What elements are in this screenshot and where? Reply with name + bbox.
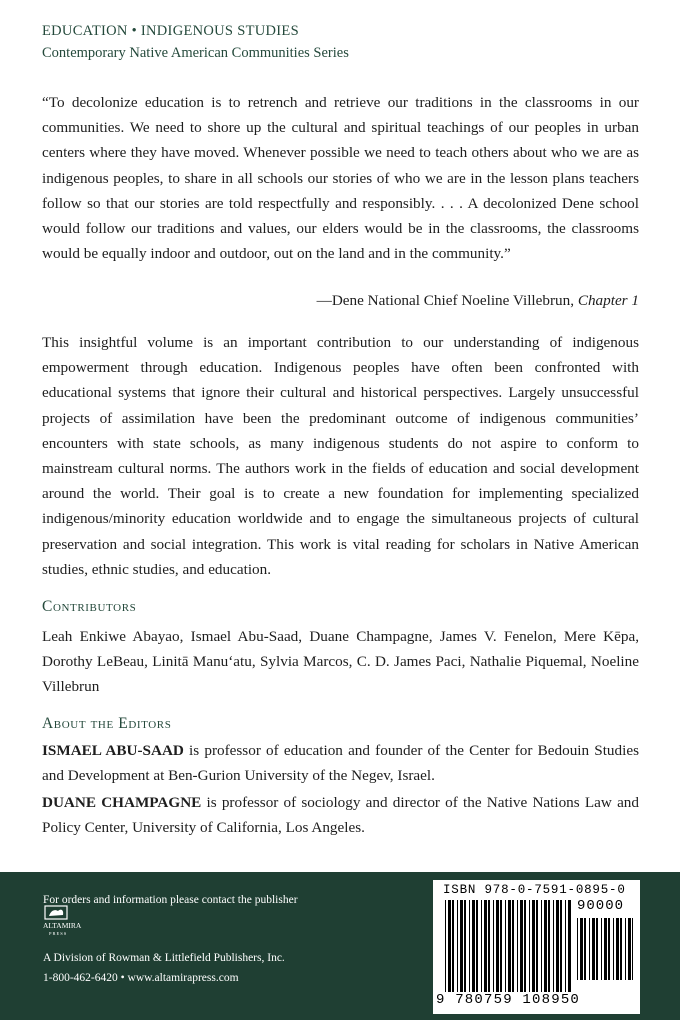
barcode-bar (548, 900, 550, 992)
barcode-bar (469, 900, 470, 992)
barcode-bar (448, 900, 451, 992)
editor-name-2: DUANE CHAMPAGNE (42, 794, 202, 811)
logo-sub: PRESS (49, 931, 68, 936)
barcode-bar (464, 900, 466, 992)
attribution-name: —Dene National Chief Noeline Villebrun, (316, 292, 575, 309)
isbn-number: ISBN 978-0-7591-0895-0 (443, 883, 626, 897)
barcode-bar (616, 918, 619, 980)
barcode-bar (553, 900, 554, 992)
barcode-bar (541, 900, 542, 992)
editor-bio-text-2: is professor of sociology and director of the Native Nations Law and Policy Center, University of California, Los Angeles. (42, 794, 639, 837)
orders-text: For orders and information please contact the publisher (43, 894, 298, 906)
barcode-bar (565, 900, 566, 992)
barcode-bar (608, 918, 610, 980)
publisher-logo-icon (43, 904, 87, 946)
barcode-bar (472, 900, 475, 992)
barcode-bar (628, 918, 631, 980)
barcode-bar (496, 900, 499, 992)
quote-attribution (317, 290, 639, 312)
barcode-bar (524, 900, 526, 992)
barcode-bar (560, 900, 562, 992)
barcode-bar (568, 900, 571, 992)
barcode-bar (592, 918, 595, 980)
barcode-bar (580, 918, 583, 980)
barcode-bar (532, 900, 535, 992)
editors-heading: About the Editors (42, 715, 172, 732)
price-code: 90000 (577, 898, 625, 914)
contributors-list: Leah Enkiwe Abayao, Ismael Abu-Saad, Duane Champagne, James V. Fenelon, Mere Kēpa, Dorothy LeBeau, Linitā Manu‘atu, Sylvia Marcos, C. D. James Paci, Nathalie Piquemal, Noeline Villebrun (42, 628, 639, 696)
barcode-bar (488, 900, 490, 992)
barcode-bar (604, 918, 607, 980)
barcode-bar (625, 918, 626, 980)
division-text: A Division of Rowman & Littlefield Publishers, Inc. (43, 952, 285, 964)
barcode-bar (632, 918, 633, 980)
publisher-logo (43, 904, 87, 946)
barcode-bar (484, 900, 487, 992)
barcode-bar (452, 900, 454, 992)
barcode-bar (520, 900, 523, 992)
editor-bio-2 (42, 790, 639, 840)
barcode-bar (536, 900, 538, 992)
barcode-bar (589, 918, 590, 980)
barcode-bar (505, 900, 506, 992)
barcode-bar (577, 918, 578, 980)
attribution-chapter: Chapter 1 (577, 292, 639, 309)
isbn-barcode (433, 880, 640, 1014)
barcode-bar (601, 918, 602, 980)
barcode-bar (493, 900, 494, 992)
logo-name: ALTAMIRA (43, 921, 82, 930)
barcode-bar (500, 900, 502, 992)
publisher-footer (0, 872, 680, 1020)
barcode-bar (613, 918, 614, 980)
contact-text[interactable]: 1-800-462-6420 • www.altamirapress.com (43, 972, 239, 984)
barcode-bar (620, 918, 622, 980)
barcode-bar (457, 900, 458, 992)
barcode-bar (481, 900, 482, 992)
epigraph-quote: “To decolonize education is to retrench and retrieve our traditions in the classrooms in our communities. We need to shore up the cultural and spiritual teachings of our peoples in urban centers where they have moved. Whenever possible we need to teach others about who we are as indigenous peoples, to share in all schools our stories of who we are in the lesson plans teachers follow so that our stories are told respectfully and responsibly. . . . A decolonized Dene school would follow our traditions and values, our elders would be in the classrooms, the classrooms would be equally indoor and outdoor, out on the land and in the community.” (42, 94, 639, 263)
editor-name-1: ISMAEL ABU-SAAD (42, 742, 184, 759)
editor-bio-1 (42, 738, 639, 788)
contributors-heading: Contributors (42, 598, 137, 615)
series-title: Contemporary Native American Communities Series (42, 45, 349, 61)
barcode-bar (584, 918, 586, 980)
ean-digits: 9 780759 108950 (436, 992, 581, 1008)
barcode-bar (445, 900, 446, 992)
book-description: This insightful volume is an important contribution to our understanding of indigenous empowerment through education. Indigenous peoples have often been confronted with educational systems that ignore their cultural and historical perspectives. Largely unsuccessful projects of assimilation have been the predominant outcome of indigenous communities’ encounters with state schools, as many indigenous students do not aspire to conform to mainstream cultural norms. The authors work in the fields of education and social development around the world. Their goal is to create a new foundation for implementing specialized indigenous/minority education worldwide and to engage the simultaneous projects of cultural preservation and social integration. This work is vital reading for scholars in Native American studies, ethnic studies, and education. (42, 334, 639, 578)
barcode-bar (544, 900, 547, 992)
barcode-bar (476, 900, 478, 992)
barcode-bar (596, 918, 598, 980)
barcode-bar (529, 900, 530, 992)
barcode-bar (512, 900, 514, 992)
barcode-bar (556, 900, 559, 992)
barcode-bar (517, 900, 518, 992)
category-label: EDUCATION • INDIGENOUS STUDIES (42, 23, 299, 39)
editor-bio-text-1: is professor of education and founder of the Center for Bedouin Studies and Development at Ben-Gurion University of the Negev, Israel. (42, 742, 639, 785)
barcode-bar (460, 900, 463, 992)
barcode-bar (508, 900, 511, 992)
